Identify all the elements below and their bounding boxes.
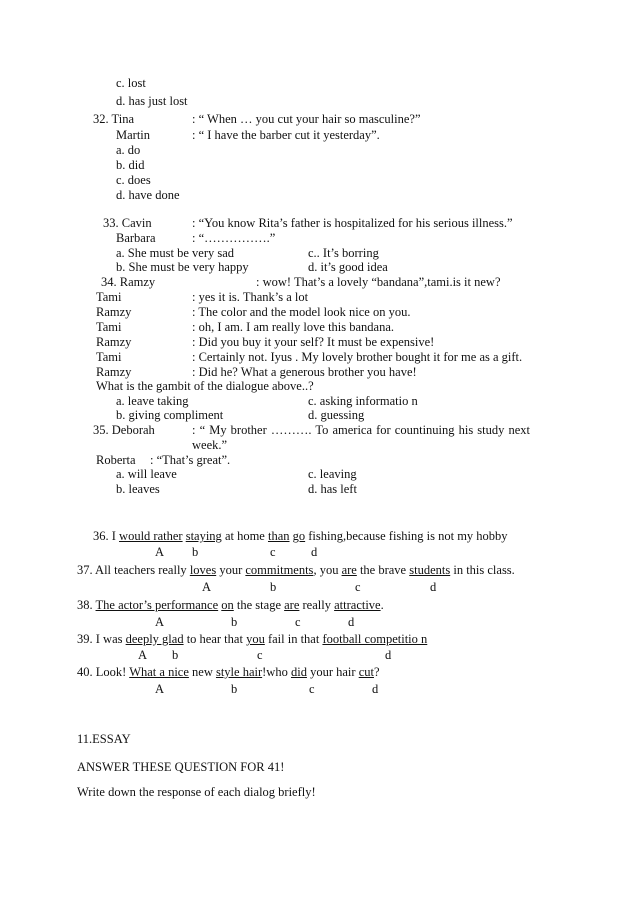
q34-question: What is the gambit of the dialogue above..? (96, 379, 314, 393)
q38-label-c: c (295, 615, 301, 629)
q36-label-b: b (192, 545, 199, 559)
q34-dialog-text: : Did he? What a generous brother you have! (192, 365, 417, 379)
q34-dialog-text: : oh, I am. I am really love this bandana. (192, 320, 395, 334)
q36-underline-a: would rather (119, 529, 183, 543)
q35-speaker2: Roberta (96, 453, 136, 467)
q32-line1: : “ When … you cut your hair so masculine?” (192, 112, 421, 126)
q34-dialog-speaker: Tami (96, 290, 122, 304)
q36-label-c: c (270, 545, 276, 559)
q33-line2: : “…………….” (192, 231, 276, 245)
q34-dialog-speaker: Tami (96, 320, 122, 334)
q38-sentence: 38. The actor’s performance on the stage are really attractive. (77, 598, 384, 612)
q40-underline-a: What a nice (129, 665, 189, 679)
q40-sentence: 40. Look! What a nice new style hair!who did your hair cut? (77, 665, 380, 679)
q34-dialog-speaker: Ramzy (96, 305, 132, 319)
q37-underline-c: are (341, 563, 357, 577)
essay-note: Write down the response of each dialog briefly! (77, 785, 316, 799)
q36-sentence: 36. I would rather staying at home than go fishing,because fishing is not my hobby (93, 529, 508, 543)
q40-underline-d: cut (358, 665, 374, 679)
q38-underline-a: The actor’s performance (95, 598, 219, 612)
q38-underline-c: are (284, 598, 300, 612)
q37-label-c: c (355, 580, 361, 594)
q34-dialog-text: : yes it is. Thank’s a lot (192, 290, 309, 304)
q37-underline-d: students (409, 563, 451, 577)
q34-dialog-speaker: Ramzy (96, 335, 132, 349)
q38-label-a: A (155, 615, 165, 629)
q33-option-a: a. She must be very sad (116, 246, 235, 260)
q34-line1: : wow! That’s a lovely “bandana”,tami.is it new? (256, 275, 501, 289)
q34-option-a: a. leave taking (116, 394, 189, 408)
q35-option-c: c. leaving (308, 467, 357, 481)
q31-option-d: d. has just lost (116, 94, 188, 108)
essay-heading: 11.ESSAY (77, 732, 131, 746)
q34-speaker: 34. Ramzy (101, 275, 156, 289)
q32-option-d: d. have done (116, 188, 180, 202)
q37-underline-a: loves (189, 563, 217, 577)
q33-option-d: d. it’s good idea (308, 260, 388, 274)
q39-label-d: d (385, 648, 392, 662)
q40-underline-b: style hair (215, 665, 263, 679)
q39-underline-c: football competitio n (322, 632, 428, 646)
q39-label-a: A (138, 648, 148, 662)
q36-label-d: d (311, 545, 318, 559)
q35-line1: : “ My brother ………. To america for countinuing his study next (192, 423, 530, 437)
q39-sentence: 39. I was deeply glad to hear that you fail in that football competitio n (77, 632, 428, 646)
q40-label-d: d (372, 682, 379, 696)
q33-speaker2: Barbara (116, 231, 156, 245)
q32-option-c: c. does (116, 173, 151, 187)
q32-option-b: b. did (116, 158, 145, 172)
q33-option-b: b. She must be very happy (116, 260, 249, 274)
q38-underline-b: on (221, 598, 234, 612)
q40-label-b: b (231, 682, 238, 696)
q36-underline-d: go (292, 529, 306, 543)
q37-label-a: A (202, 580, 212, 594)
q33-speaker: 33. Cavin (103, 216, 152, 230)
q39-label-b: b (172, 648, 179, 662)
q35-speaker: 35. Deborah (93, 423, 155, 437)
q34-dialog-text: : The color and the model look nice on you. (192, 305, 411, 319)
q32-option-a: a. do (116, 143, 141, 157)
q33-line1: : “You know Rita’s father is hospitalized for his serious illness.” (192, 216, 513, 230)
essay-instruction: ANSWER THESE QUESTION FOR 41! (77, 760, 285, 774)
q38-underline-d: attractive (334, 598, 381, 612)
q34-option-b: b. giving compliment (116, 408, 224, 422)
q37-underline-b: commitments (245, 563, 314, 577)
q36-label-a: A (155, 545, 165, 559)
q34-dialog-text: : Certainly not. Iyus . My lovely brother bought it for me as a gift. (192, 350, 523, 364)
q34-option-d: d. guessing (308, 408, 365, 422)
q39-underline-b: you (246, 632, 265, 646)
q36-underline-b: staying (185, 529, 222, 543)
q35-option-d: d. has left (308, 482, 357, 496)
q39-label-c: c (257, 648, 263, 662)
q33-option-c: c.. It’s borring (308, 246, 379, 260)
q40-underline-c: did (290, 665, 307, 679)
q34-dialog-text: : Did you buy it your self? It must be expensive! (192, 335, 435, 349)
q40-label-a: A (155, 682, 165, 696)
q39-underline-a: deeply glad (125, 632, 184, 646)
q37-label-b: b (270, 580, 277, 594)
q32-speaker: 32. Tina (93, 112, 134, 126)
q35-option-b: b. leaves (116, 482, 160, 496)
q37-sentence: 37. All teachers really loves your commitments, you are the brave students in this class. (77, 563, 515, 577)
q35-line1-cont: week.” (192, 438, 228, 452)
q35-option-a: a. will leave (116, 467, 177, 481)
q38-label-b: b (231, 615, 238, 629)
q31-option-c: c. lost (116, 76, 146, 90)
q34-dialog-speaker: Tami (96, 350, 122, 364)
q37-label-d: d (430, 580, 437, 594)
q32-line2: : “ I have the barber cut it yesterday”. (192, 128, 380, 142)
q34-dialog-speaker: Ramzy (96, 365, 132, 379)
q36-underline-c: than (267, 529, 290, 543)
q34-option-c: c. asking informatio n (308, 394, 418, 408)
q35-line2: : “That’s great”. (150, 453, 231, 467)
q38-label-d: d (348, 615, 355, 629)
q40-label-c: c (309, 682, 315, 696)
q32-speaker2: Martin (116, 128, 151, 142)
